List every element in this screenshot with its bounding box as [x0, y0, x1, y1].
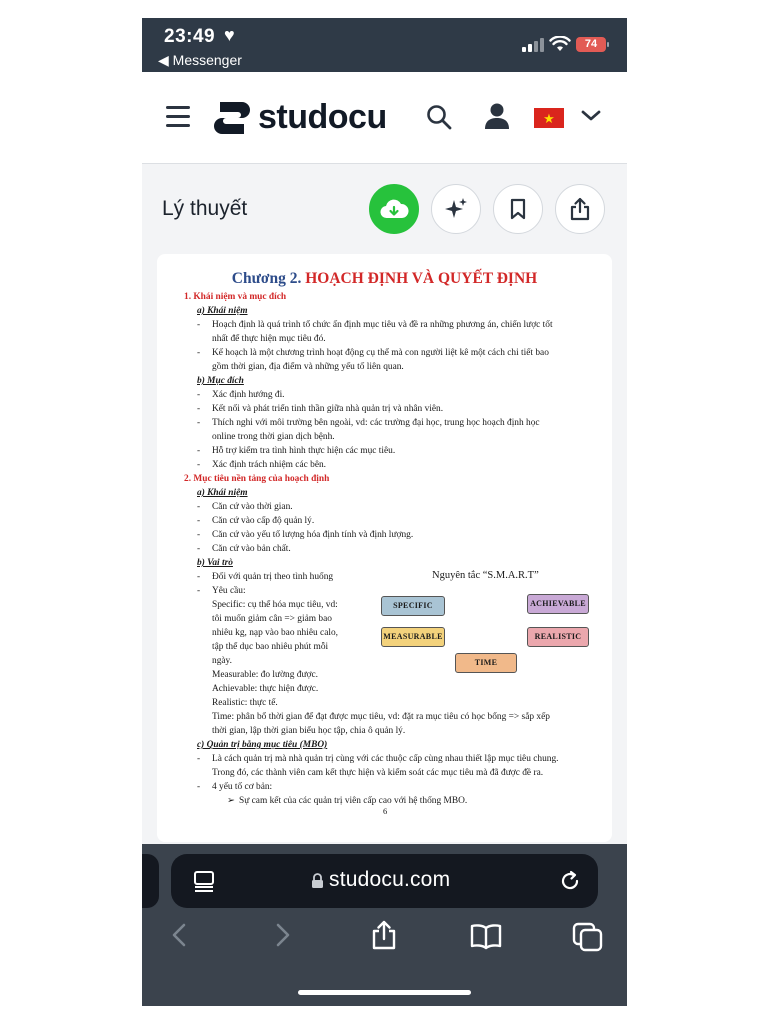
reader-icon[interactable]	[193, 870, 215, 892]
text-line: gồm thời gian, địa điểm và những yếu tố liên quan.	[212, 362, 404, 372]
text-line: Xác định hướng đi.	[212, 390, 285, 400]
text-line: Time: phân bổ thời gian để đạt được mục tiêu, vd: đặt ra mục tiêu có học bổng => sắp xếp	[212, 712, 550, 722]
smart-box-achievable: ACHIEVABLE	[527, 594, 589, 614]
text-line: Đối với quản trị theo tình huống	[212, 572, 334, 582]
text-line: Hỗ trợ kiểm tra tình hình thực hiện các mục tiêu.	[212, 446, 396, 456]
smart-box-measurable: MEASURABLE	[381, 627, 445, 647]
signal-icon	[522, 38, 546, 52]
previous-tab-peek[interactable]	[142, 854, 159, 908]
vietnam-flag-icon[interactable]: ★	[534, 108, 564, 128]
bullet-dash: -	[197, 418, 201, 428]
text-line: 4 yếu tố cơ bản:	[212, 782, 273, 792]
bookmark-button[interactable]	[493, 184, 543, 234]
chapter-prefix: Chương 2.	[231, 270, 302, 287]
text-line: Trong đó, các thành viên cam kết thực hiện và kiểm soát các mục tiêu mà đã được đề ra.	[212, 768, 544, 778]
subsection-heading	[197, 488, 248, 499]
text-line: Realistic: thực tế.	[212, 698, 278, 708]
bookmark-icon	[509, 198, 527, 220]
smart-box-specific: SPECIFIC	[381, 596, 445, 616]
text-line: Căn cứ vào thời gian.	[212, 502, 293, 512]
reload-icon[interactable]	[558, 869, 582, 893]
bullet-dash: -	[197, 502, 201, 512]
site-header	[142, 72, 627, 164]
smart-box-time: TIME	[455, 653, 517, 673]
text-line: Specific: cụ thể hóa mục tiêu, vd:	[212, 600, 338, 610]
bullet-dash: -	[197, 572, 201, 582]
document-toolbar	[142, 165, 627, 251]
studocu-logo-icon[interactable]	[212, 98, 252, 138]
wifi-icon	[549, 36, 571, 52]
bullet-dash: -	[197, 390, 201, 400]
smart-box-realistic: REALISTIC	[527, 627, 589, 647]
share-button[interactable]	[555, 184, 605, 234]
ai-button[interactable]	[431, 184, 481, 234]
download-button[interactable]	[369, 184, 419, 234]
subsection-heading-text: b) Mục đích	[197, 376, 244, 386]
bullet-dash: -	[197, 348, 201, 358]
home-indicator[interactable]	[298, 990, 471, 995]
bullet-dash: -	[197, 460, 201, 470]
sparkle-icon	[444, 197, 468, 221]
bullet-dash: -	[197, 544, 201, 554]
subsection-heading-text: b) Vai trò	[197, 558, 233, 568]
back-to-messenger[interactable]: ◀ Messenger	[158, 52, 242, 68]
smart-diagram-title: Nguyên tắc “S.M.A.R.T”	[432, 570, 539, 581]
share-page-icon[interactable]	[370, 919, 398, 951]
address-bar[interactable]	[171, 854, 598, 908]
section-heading: 2. Mục tiêu nền tảng của hoạch định	[184, 474, 330, 484]
text-line: tôi muốn giảm cân => giảm bao	[212, 614, 332, 624]
bullet-dash: -	[197, 516, 201, 526]
battery-level: 74	[584, 38, 598, 50]
subsection-heading-text: a) Khái niệm	[197, 306, 248, 316]
section-heading: 1. Khái niệm và mục đích	[184, 292, 287, 302]
text-line: Là cách quản trị mà nhà quản trị cùng với các thuộc cấp cùng nhau thiết lập mục tiêu chung.	[212, 754, 559, 764]
browser-bottom-bar	[142, 844, 627, 1006]
back-icon[interactable]	[168, 922, 192, 948]
bullet-dash: -	[197, 530, 201, 540]
bullet-dash: -	[197, 446, 201, 456]
subsection-heading	[197, 376, 244, 387]
subsection-heading	[197, 306, 248, 317]
text-line: Xác định trách nhiệm các bên.	[212, 460, 327, 470]
text-line: online trong thời gian dịch bệnh.	[212, 432, 335, 442]
subsection-heading-text: a) Khái niệm	[197, 488, 248, 498]
text-line: Kết nối và phát triển tinh thần giữa nhà quản trị và nhân viên.	[212, 404, 444, 414]
share-icon	[569, 197, 591, 221]
text-line: nhiêu kg, nạp vào bao nhiêu calo,	[212, 628, 339, 638]
text-line: thời gian, lập thời gian biểu học tập, chia ô quản lý.	[212, 726, 406, 736]
heart-icon: ♥	[224, 25, 235, 45]
chapter-title: HOẠCH ĐỊNH VÀ QUYẾT ĐỊNH	[305, 270, 538, 287]
text-line: Sự cam kết của các quản trị viên cấp cao với hệ thống MBO.	[239, 796, 468, 806]
bookmarks-icon[interactable]	[469, 922, 503, 950]
bullet-dash: -	[197, 320, 201, 330]
subsection-heading	[197, 558, 233, 569]
subsection-heading	[197, 740, 327, 751]
page-number: 6	[383, 806, 388, 816]
tabs-icon[interactable]	[572, 922, 604, 952]
text-line: Căn cứ vào yếu tố lượng hóa định tính và định lượng.	[212, 530, 414, 540]
search-icon[interactable]	[426, 104, 452, 130]
logo-text[interactable]: studocu	[258, 98, 387, 136]
text-line: Achievable: thực hiện được.	[212, 684, 319, 694]
menu-icon[interactable]	[166, 106, 190, 128]
battery-icon	[576, 37, 606, 52]
bullet-dash: -	[197, 782, 201, 792]
document-title: Lý thuyết	[162, 197, 248, 220]
chapter-heading	[157, 270, 612, 288]
text-line: ngày.	[212, 656, 232, 666]
status-time: 23:49	[164, 26, 216, 47]
url-text[interactable]: studocu.com	[329, 868, 451, 891]
bullet-dash: -	[197, 754, 201, 764]
phone-screen	[142, 18, 627, 1006]
forward-icon[interactable]	[270, 922, 294, 948]
text-line: Căn cứ vào bản chất.	[212, 544, 291, 554]
download-icon	[379, 198, 409, 220]
document-page	[157, 254, 612, 842]
text-line: Căn cứ vào cấp độ quản lý.	[212, 516, 315, 526]
text-line: Measurable: đo lường được.	[212, 670, 318, 680]
text-line: tập thể dục bao nhiêu phút mỗi	[212, 642, 329, 652]
chevron-down-icon[interactable]	[580, 108, 602, 124]
text-line: nhất để thực hiện mục tiêu đó.	[212, 334, 326, 344]
lock-icon	[311, 873, 324, 889]
text-line: Hoạch định là quá trình tổ chức ấn định mục tiêu và đề ra những phương án, chiến lược tốt	[212, 320, 553, 330]
text-line: Yêu cầu:	[212, 586, 246, 596]
text-line: Thích nghi với môi trường bên ngoài, vd: các trường đại học, trung học hoạch định học	[212, 418, 540, 428]
subsection-heading-text: c) Quản trị bằng mục tiêu (MBO)	[197, 740, 328, 750]
status-bar	[142, 18, 627, 72]
arrow-bullet: ➢	[227, 796, 235, 806]
battery-tip	[607, 42, 609, 47]
bullet-dash: -	[197, 404, 201, 414]
user-icon[interactable]	[484, 102, 510, 130]
text-line: Kế hoạch là một chương trình hoạt động cụ thể mà con người liệt kê một cách chi tiết bao	[212, 348, 549, 358]
bullet-dash: -	[197, 586, 201, 596]
